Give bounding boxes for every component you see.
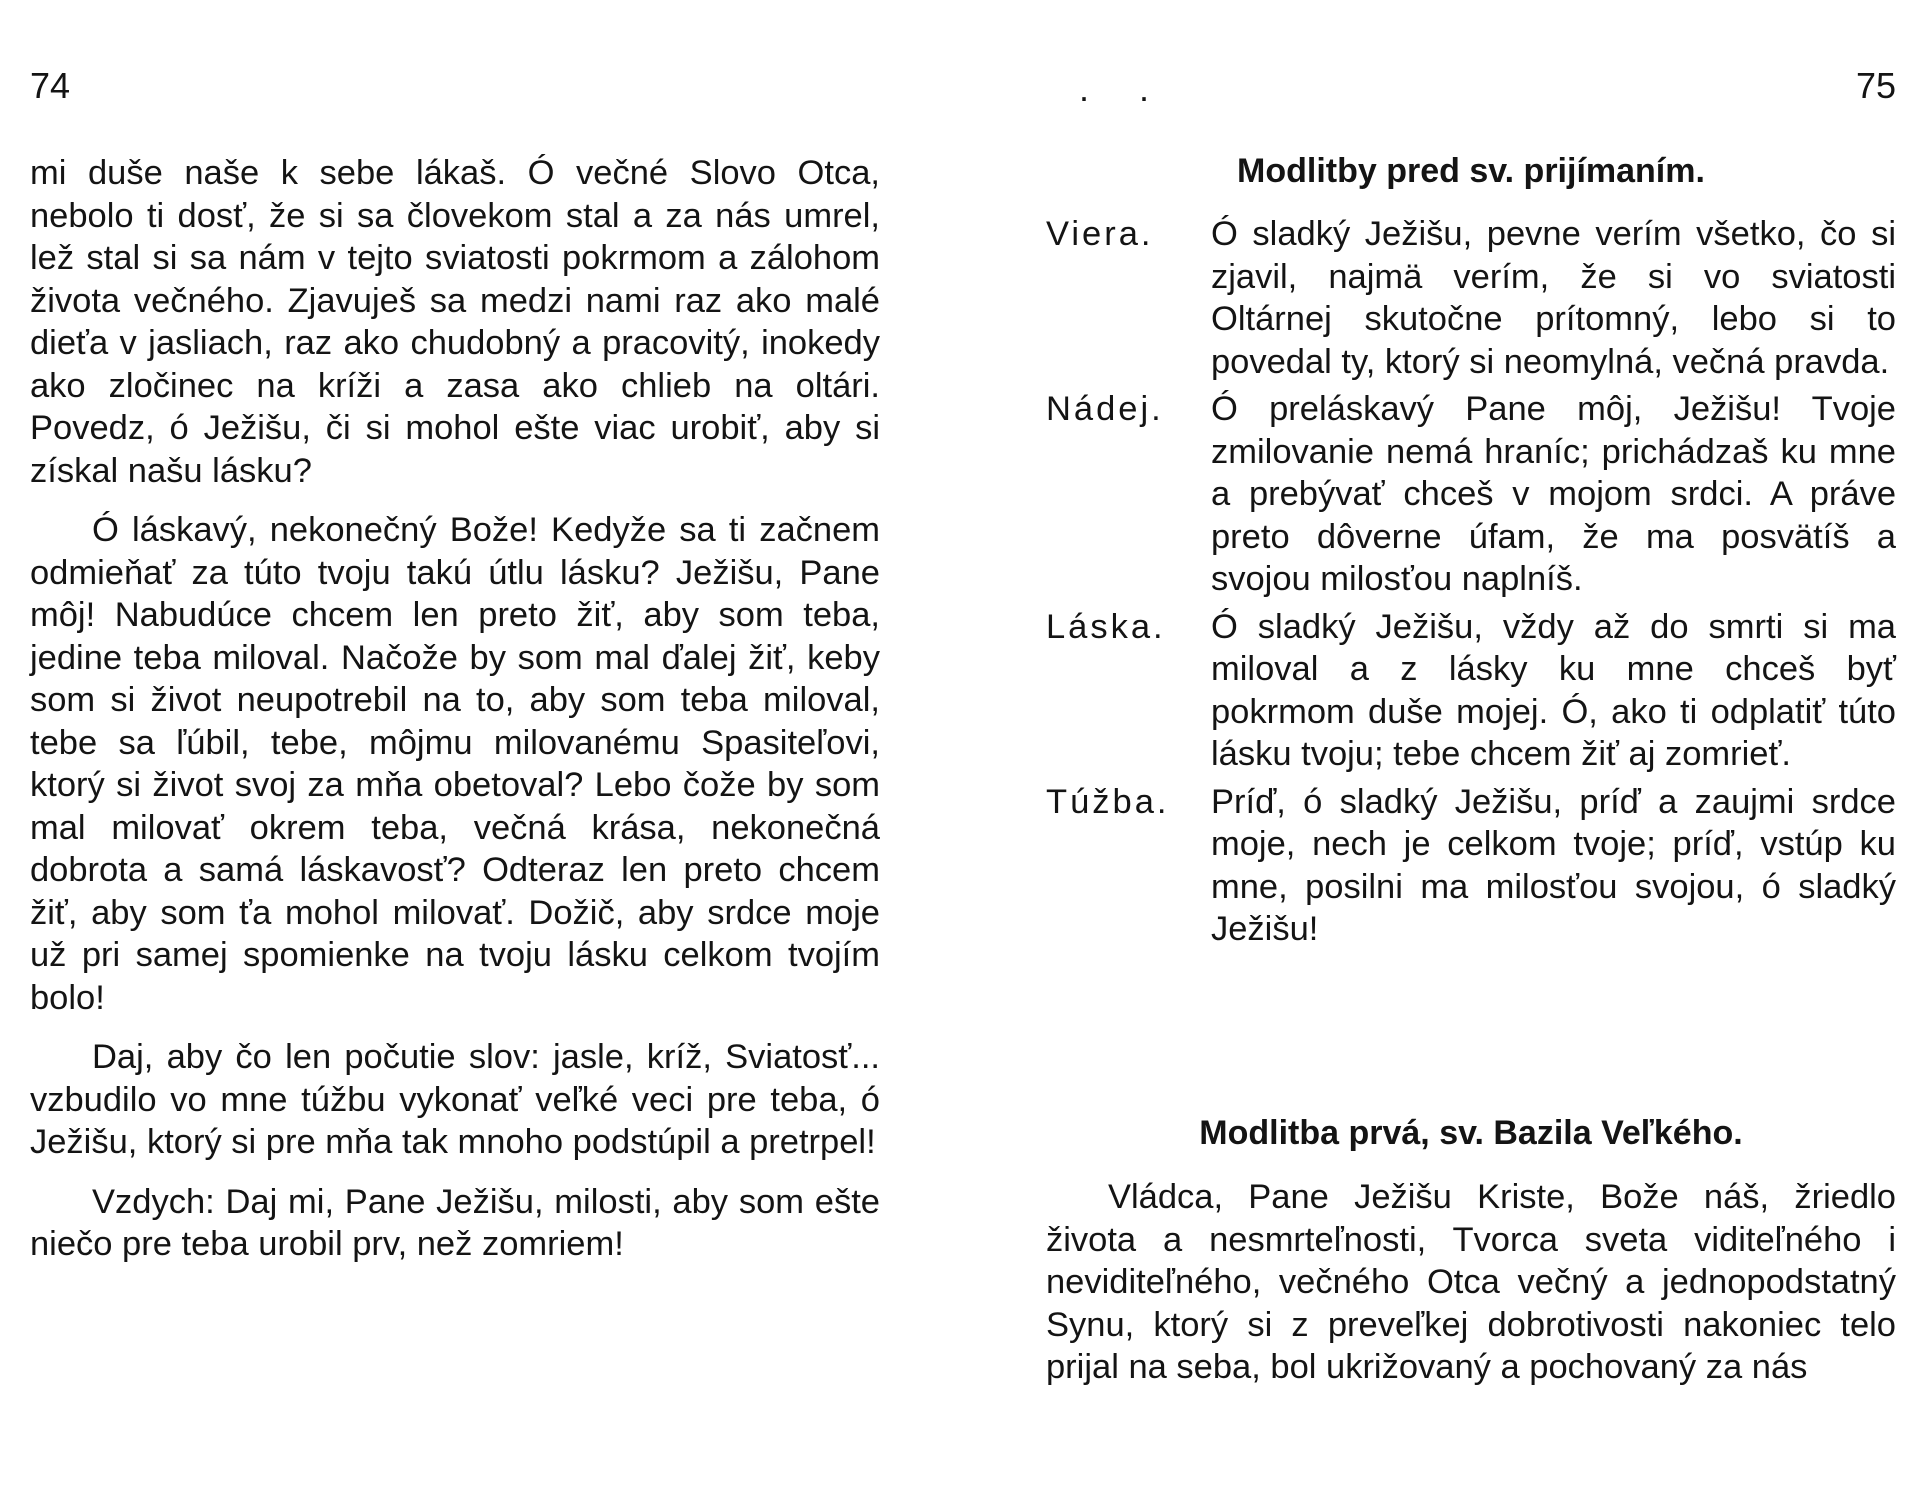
prayer-text: Ó preláskavý Pane môj, Ježišu! Tvoje zmilovanie nemá hraníc; prichádzaš ku mne a prebývať chceš v mojom srdci. A práve preto dôverne úfam, že ma posvätíš a svojou milosťou naplníš. (1211, 390, 1896, 598)
prayer-item-nadej (1046, 388, 1896, 601)
prayer-text: Príď, ó sladký Ježišu, príď a zaujmi srdce moje, nech je celkom tvoje; príď, vstúp ku mne, posilni ma milosťou svojou, ó sladký Ježišu! (1211, 782, 1896, 948)
section-heading: Modlitby pred sv. prijímaním. (1237, 152, 1705, 190)
prayer-label: Viera. (1046, 215, 1154, 253)
page-number-right: 75 (1855, 65, 1896, 106)
prayer-label: Nádej. (1046, 390, 1164, 428)
prayer-label: Túžba. (1046, 782, 1170, 821)
bazil-prayer-text (1046, 1176, 1896, 1389)
top-dots: . . (1079, 68, 1170, 109)
left-page-text (30, 152, 880, 1266)
left-page (30, 0, 880, 1500)
prayer-text: Ó sladký Ježišu, vždy až do smrti si ma miloval a z lásky ku mne chceš byť pokrmom duše mojej. Ó, ako ti odplatiť túto lásku tvoju; tebe chcem žiť aj zomrieť. (1211, 607, 1896, 773)
page-number-left: 74 (30, 65, 71, 106)
prayer-item-laska (1046, 606, 1896, 776)
prayer-item-viera (1046, 213, 1896, 383)
prayer-label: Láska. (1046, 607, 1166, 646)
prayer-item-tuzba (1046, 781, 1896, 951)
paragraph-continuation: mi duše naše k sebe lákaš. Ó večné Slovo Otca, nebolo ti dosť, že si sa človekom stal a za nás umrel, lež stal si sa nám v tejto sviatosti pokrmom a zálohom života večného. Zjavuješ sa medzi nami raz ako malé dieťa v jasliach, raz ako chudobný a pracovitý, inokedy ako zločinec na kríži a zasa ako chlieb na oltári. Povedz, ó Ježišu, či si mohol ešte viac urobiť, aby si získal našu lásku? (30, 154, 880, 490)
prayer-text: Ó sladký Ježišu, pevne verím všetko, čo si zjavil, najmä verím, že si vo sviatosti Oltárnej skutočne prítomný, lebo si to povedal ty, ktorý si neomylná, večná pravda. (1211, 215, 1896, 381)
paragraph: Vládca, Pane Ježišu Kriste, Bože náš, žriedlo života a nesmrteľnosti, Tvorca sveta viditeľného i neviditeľného, večného Otca večný a jednopodstatný Synu, ktorý si z preveľkej dobrotivosti nakoniec telo prijal na seba, bol ukrižovaný a pochovaný za nás (1046, 1178, 1896, 1386)
paragraph: Ó láskavý, nekonečný Bože! Kedyže sa ti začnem odmieňať za túto tvoju takú útlu lásku? Ježišu, Pane môj! Nabudúce chcem len preto žiť, aby som teba, jedine teba miloval. Načože by som mal ďalej žiť, keby som si život neupotrebil na to, aby som teba miloval, tebe sa ľúbil, tebe, môjmu milovanému Spasiteľovi, ktorý si život svoj za mňa obetoval? Lebo čože by som mal milovať okrem teba, večná krása, nekonečná dobrota a samá láskavosť? Odteraz len preto chcem žiť, aby som ťa mohol milovať. Dožič, aby srdce moje už pri samej spomienke na tvoju lásku celkom tvojím bolo! (30, 511, 880, 1017)
prayer-list (1046, 213, 1896, 951)
paragraph: Daj, aby čo len počutie slov: jasle, kríž, Sviatosť... vzbudilo vo mne túžbu vykonať veľké veci pre teba, ó Ježišu, ktorý si pre mňa tak mnoho podstúpil a pretrpel! (30, 1038, 880, 1161)
section-heading: Modlitba prvá, sv. Bazila Veľkého. (1199, 1114, 1743, 1152)
right-page (1046, 0, 1896, 1500)
paragraph-vzdych: Vzdych: Daj mi, Pane Ježišu, milosti, aby som ešte niečo pre teba urobil prv, než zomriem! (30, 1182, 880, 1263)
